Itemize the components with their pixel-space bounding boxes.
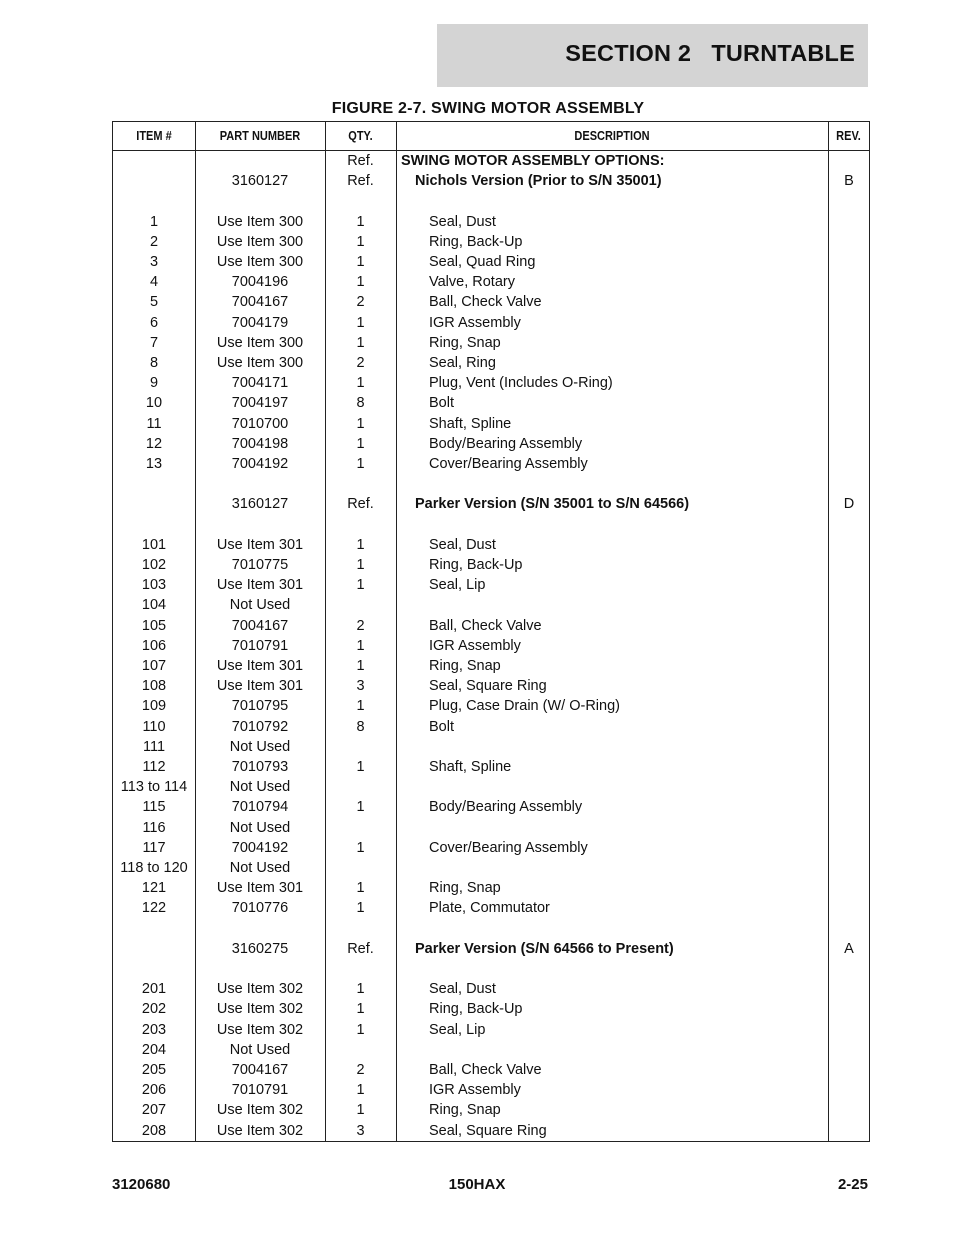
description: Parker Version (S/N 35001 to S/N 64566) xyxy=(415,496,690,513)
item-number: 3 xyxy=(149,254,159,270)
description: Bolt xyxy=(429,395,454,412)
quantity: 1 xyxy=(356,274,365,291)
section-header xyxy=(437,24,868,87)
table-row xyxy=(113,737,869,757)
figure-title: FIGURE 2-7. SWING MOTOR ASSEMBLY xyxy=(331,100,645,117)
part-number: 7004179 xyxy=(231,314,289,331)
quantity: 1 xyxy=(356,456,365,472)
part-number: Use Item 302 xyxy=(216,1021,304,1038)
table-row xyxy=(113,636,869,656)
table-row xyxy=(113,474,869,494)
part-number: Use Item 300 xyxy=(216,355,304,371)
table-row xyxy=(113,232,869,252)
quantity: 2 xyxy=(356,1062,365,1078)
description: Ring, Snap xyxy=(429,880,501,897)
quantity: 1 xyxy=(356,435,365,452)
table-row xyxy=(113,919,869,939)
description: Ring, Back-Up xyxy=(429,233,523,250)
header-rev: REV. xyxy=(836,129,861,143)
item-number: 203 xyxy=(141,1021,167,1038)
table-row xyxy=(113,595,869,615)
description: Ring, Back-Up xyxy=(429,1001,523,1018)
revision: D xyxy=(843,496,855,513)
description: Valve, Rotary xyxy=(429,274,515,291)
quantity: 1 xyxy=(356,314,365,331)
item-number: 207 xyxy=(141,1102,167,1119)
table-row xyxy=(113,1100,869,1120)
item-number: 104 xyxy=(141,597,167,614)
part-number: 3160275 xyxy=(231,940,289,957)
item-number: 1 xyxy=(149,213,159,230)
description: IGR Assembly xyxy=(429,637,521,654)
item-number: 206 xyxy=(141,1082,167,1099)
item-number: 102 xyxy=(141,557,167,573)
table-row xyxy=(113,575,869,595)
header-description: DESCRIPTION xyxy=(574,129,650,143)
item-number: 12 xyxy=(145,435,163,452)
header-item: ITEM # xyxy=(136,129,172,143)
description: Body/Bearing Assembly xyxy=(429,799,583,816)
item-number: 122 xyxy=(141,900,167,917)
description: SWING MOTOR ASSEMBLY OPTIONS: xyxy=(401,153,665,169)
quantity: 1 xyxy=(356,557,365,573)
item-number: 103 xyxy=(141,577,167,594)
table-row xyxy=(113,656,869,676)
description: Nichols Version (Prior to S/N 35001) xyxy=(415,173,662,190)
quantity: 3 xyxy=(356,678,365,695)
table-row xyxy=(113,494,869,514)
part-number: 3160127 xyxy=(231,173,289,190)
part-number: Not Used xyxy=(229,860,291,876)
quantity: 1 xyxy=(356,900,365,917)
item-number: 204 xyxy=(141,1041,167,1058)
part-number: 7010793 xyxy=(231,759,289,775)
item-number: 105 xyxy=(141,617,167,634)
part-number: 7004197 xyxy=(231,395,289,412)
item-number: 111 xyxy=(142,738,166,755)
item-number: 113 to 114 xyxy=(120,779,188,796)
quantity: 1 xyxy=(356,658,365,674)
description: Seal, Square Ring xyxy=(429,678,547,695)
quantity: 1 xyxy=(356,981,365,998)
part-number: Use Item 302 xyxy=(216,1122,304,1139)
quantity: 1 xyxy=(356,839,365,856)
table-row xyxy=(113,414,869,434)
table-row xyxy=(113,555,869,575)
description: Seal, Quad Ring xyxy=(429,254,536,270)
revision: B xyxy=(844,173,854,190)
part-number: 7010795 xyxy=(231,698,289,715)
description: IGR Assembly xyxy=(429,1082,521,1099)
description: Bolt xyxy=(429,718,454,735)
item-number: 115 xyxy=(142,799,166,816)
description: Shaft, Spline xyxy=(429,415,512,432)
description: Ring, Back-Up xyxy=(429,557,523,573)
part-number: 7010791 xyxy=(231,1082,289,1099)
item-number: 107 xyxy=(141,658,167,674)
description: Plug, Vent (Includes O-Ring) xyxy=(429,375,613,392)
table-row xyxy=(113,979,869,999)
table-row xyxy=(113,939,869,959)
part-number: Not Used xyxy=(229,1041,291,1058)
parts-table xyxy=(112,121,870,1142)
table-row xyxy=(113,252,869,272)
item-number: 106 xyxy=(141,637,167,654)
quantity: 1 xyxy=(356,334,365,351)
header-qty: QTY. xyxy=(348,129,373,143)
description: Plate, Commutator xyxy=(429,900,550,917)
part-number: Not Used xyxy=(229,738,291,755)
part-number: Use Item 300 xyxy=(216,334,304,351)
quantity: 1 xyxy=(356,415,365,432)
item-number: 11 xyxy=(146,415,162,432)
item-number: 201 xyxy=(141,981,167,998)
footer-manual-number: 3120680 xyxy=(112,1176,171,1193)
table-row xyxy=(113,191,869,211)
quantity: Ref. xyxy=(347,496,374,513)
description: Ball, Check Valve xyxy=(429,294,542,311)
description: Cover/Bearing Assembly xyxy=(429,839,588,856)
part-number: 7004192 xyxy=(231,839,289,856)
quantity: 1 xyxy=(356,698,365,715)
part-number: 7010775 xyxy=(231,557,289,573)
table-row xyxy=(113,696,869,716)
item-number: 117 xyxy=(142,839,166,856)
part-number: 7004171 xyxy=(231,375,289,392)
quantity: Ref. xyxy=(347,153,374,169)
table-row xyxy=(113,313,869,333)
part-number: Use Item 300 xyxy=(216,254,304,270)
part-number: Use Item 301 xyxy=(216,678,304,695)
item-number: 121 xyxy=(141,880,167,897)
part-number: Not Used xyxy=(229,819,291,836)
quantity: 1 xyxy=(356,1102,365,1119)
quantity: 1 xyxy=(356,759,365,775)
footer-model: 150HAX xyxy=(448,1176,506,1193)
quantity: Ref. xyxy=(347,173,374,190)
table-row xyxy=(113,878,869,898)
item-number: 7 xyxy=(149,334,159,351)
item-number: 118 to 120 xyxy=(120,860,188,876)
part-number: 7004167 xyxy=(231,617,289,634)
part-number: 7004167 xyxy=(231,1062,289,1078)
quantity: 1 xyxy=(356,536,365,553)
part-number: 7010792 xyxy=(231,718,289,735)
quantity: 8 xyxy=(356,718,365,735)
part-number: Use Item 300 xyxy=(216,233,304,250)
table-row xyxy=(113,757,869,777)
table-row xyxy=(113,1080,869,1100)
table-row xyxy=(113,717,869,737)
part-number: Use Item 302 xyxy=(216,1102,304,1119)
table-row xyxy=(113,151,869,171)
part-number: Use Item 300 xyxy=(216,213,304,230)
description: Ring, Snap xyxy=(429,1102,501,1119)
table-row xyxy=(113,999,869,1019)
quantity: 1 xyxy=(356,577,365,594)
item-number: 116 xyxy=(142,819,166,836)
table-row xyxy=(113,292,869,312)
item-number: 8 xyxy=(149,355,159,371)
quantity: 1 xyxy=(356,880,365,897)
part-number: 7004167 xyxy=(231,294,289,311)
item-number: 9 xyxy=(149,375,159,392)
table-row xyxy=(113,373,869,393)
description: Parker Version (S/N 64566 to Present) xyxy=(415,940,674,957)
table-row xyxy=(113,838,869,858)
table-row xyxy=(113,272,869,292)
table-row xyxy=(113,393,869,413)
table-row xyxy=(113,535,869,555)
quantity: 2 xyxy=(356,617,365,634)
table-row xyxy=(113,898,869,918)
table-row xyxy=(113,454,869,474)
part-number: Use Item 302 xyxy=(216,981,304,998)
table-row xyxy=(113,333,869,353)
description: Seal, Lip xyxy=(429,577,486,594)
table-row xyxy=(113,777,869,797)
part-number: 7010794 xyxy=(231,799,289,816)
description: Seal, Dust xyxy=(429,536,496,553)
item-number: 109 xyxy=(141,698,167,715)
item-number: 205 xyxy=(141,1062,167,1078)
part-number: 7004196 xyxy=(231,274,289,291)
table-row xyxy=(113,515,869,535)
table-row xyxy=(113,616,869,636)
quantity: Ref. xyxy=(347,940,374,957)
part-number: 7004198 xyxy=(231,435,289,452)
quantity: 8 xyxy=(356,395,365,412)
item-number: 108 xyxy=(141,678,167,695)
quantity: 1 xyxy=(356,213,365,230)
part-number: 3160127 xyxy=(231,496,289,513)
part-number: Not Used xyxy=(229,779,291,796)
part-number: 7004192 xyxy=(231,456,289,472)
part-number: Use Item 302 xyxy=(216,1001,304,1018)
item-number: 110 xyxy=(142,718,166,735)
item-number: 6 xyxy=(149,314,159,331)
description: Ball, Check Valve xyxy=(429,617,542,634)
description: Seal, Dust xyxy=(429,213,496,230)
quantity: 2 xyxy=(356,355,365,371)
part-number: Use Item 301 xyxy=(216,577,304,594)
quantity: 1 xyxy=(356,233,365,250)
table-row xyxy=(113,212,869,232)
quantity: 1 xyxy=(356,375,365,392)
part-number: 7010791 xyxy=(231,637,289,654)
table-row xyxy=(113,434,869,454)
description: Shaft, Spline xyxy=(429,759,512,775)
part-number: 7010700 xyxy=(231,415,289,432)
part-number: Use Item 301 xyxy=(216,658,304,674)
quantity: 1 xyxy=(356,1001,365,1018)
table-row xyxy=(113,1121,869,1141)
part-number: Not Used xyxy=(229,597,291,614)
quantity: 1 xyxy=(356,1082,365,1099)
section-title: SECTION 2 TURNTABLE xyxy=(565,40,855,66)
table-row xyxy=(113,1040,869,1060)
quantity: 1 xyxy=(356,637,365,654)
quantity: 1 xyxy=(356,799,365,816)
description: Ring, Snap xyxy=(429,334,501,351)
quantity: 3 xyxy=(356,1122,365,1139)
item-number: 2 xyxy=(149,233,159,250)
description: Ring, Snap xyxy=(429,658,501,674)
part-number: 7010776 xyxy=(231,900,289,917)
description: Body/Bearing Assembly xyxy=(429,435,583,452)
table-header xyxy=(113,122,869,151)
item-number: 10 xyxy=(145,395,163,412)
item-number: 101 xyxy=(141,536,167,553)
part-number: Use Item 301 xyxy=(216,880,304,897)
description: IGR Assembly xyxy=(429,314,521,331)
table-row xyxy=(113,797,869,817)
table-row xyxy=(113,171,869,191)
item-number: 202 xyxy=(141,1001,167,1018)
part-number: Use Item 301 xyxy=(216,536,304,553)
quantity: 1 xyxy=(356,254,365,270)
quantity: 1 xyxy=(356,1021,365,1038)
item-number: 13 xyxy=(145,456,163,472)
description: Seal, Ring xyxy=(429,355,496,371)
item-number: 208 xyxy=(141,1122,167,1139)
table-row xyxy=(113,959,869,979)
header-part-number: PART NUMBER xyxy=(219,129,301,143)
table-row xyxy=(113,1020,869,1040)
footer-page-number: 2-25 xyxy=(837,1176,868,1193)
description: Seal, Dust xyxy=(429,981,496,998)
table-row xyxy=(113,858,869,878)
table-row xyxy=(113,818,869,838)
item-number: 5 xyxy=(149,294,159,311)
description: Plug, Case Drain (W/ O-Ring) xyxy=(429,698,620,715)
description: Ball, Check Valve xyxy=(429,1062,542,1078)
item-number: 4 xyxy=(149,274,159,291)
quantity: 2 xyxy=(356,294,365,311)
table-row xyxy=(113,676,869,696)
table-row xyxy=(113,353,869,373)
item-number: 112 xyxy=(142,759,166,775)
description: Seal, Square Ring xyxy=(429,1122,547,1139)
table-row xyxy=(113,1060,869,1080)
description: Cover/Bearing Assembly xyxy=(429,456,588,472)
description: Seal, Lip xyxy=(429,1021,486,1038)
revision: A xyxy=(844,940,854,957)
